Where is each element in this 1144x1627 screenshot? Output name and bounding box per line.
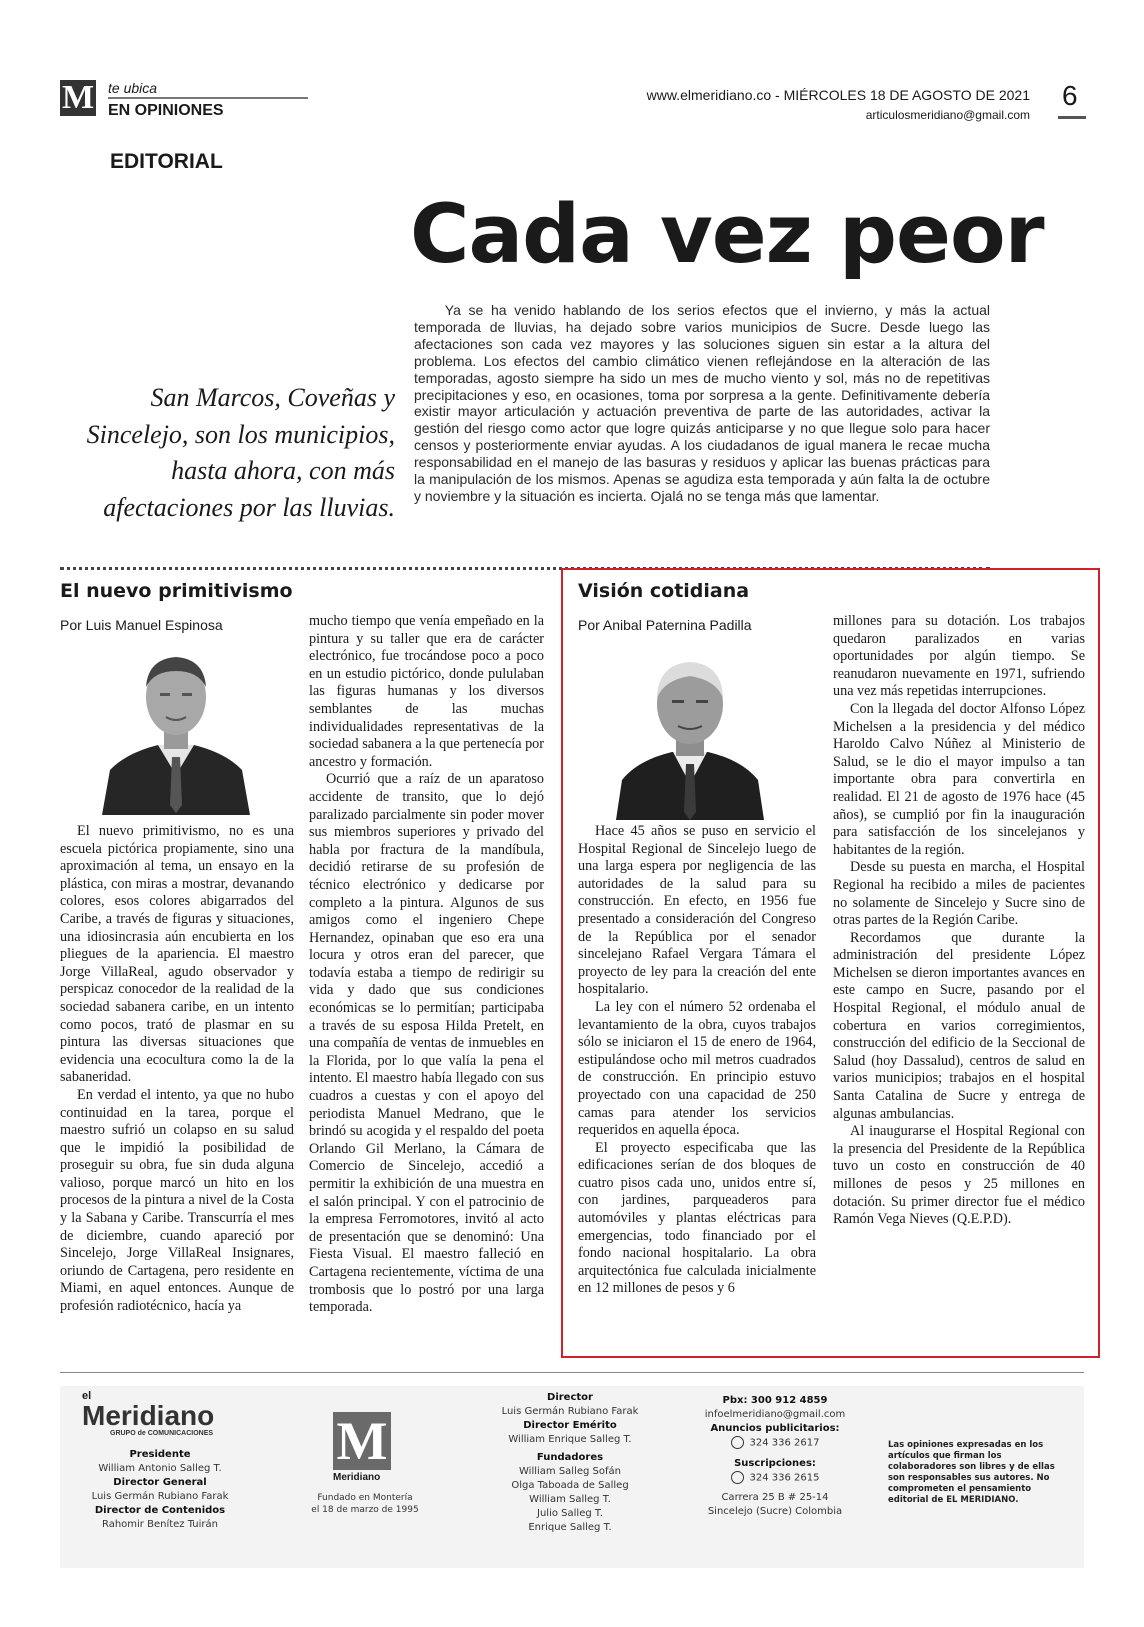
highlight-box [561,568,1100,1358]
paragraph: En verdad el intento, ya que no hubo continuidad en la tarea, porque el maestro sufrió un colapso en su salud que le impidió la posibilidad de proseguir su obra, fue sin duda alguna valioso, porque marcó un hito en los procesos de la pintura a nivel de la Costa y la Sabana y Caribe. Transcurría el mes de diciembre, cuando apareció por Sincelejo, Jorge VillaReal Insignares, oriundo de Cartagena, pero residente en Miami, en aquel entonces. Aunque de profesión radiotécnico, hacía ya [60,1086,294,1315]
suscripciones-phone: 324 336 2615 [749,1472,820,1483]
fundador: Julio Salleg T. [537,1508,603,1519]
editorial-label: EDITORIAL [110,150,223,173]
editorial-paragraph: Ya se ha venido hablando de los serios efectos que el invierno, y más la actual temporada de lluvias, ha dejado sobre varios municipios de Sucre. Desde luego las afectaciones son cada vez mayores y las soluciones siguen sin estar a la altura del problema. Los efectos del cambio climático vienen reflejándose en la alteración de las temporadas, agosto siempre ha sido un mes de mucho viento y sol, más no de repetitivas precipitaciones y eso, en ocasiones, toma por sorpresa a la gente. Definitivamente debería existir mayor articulación y actuación preventiva de parte de las autoridades, activar la gestión del riesgo como actor que logre quizás anticiparse y no que llegue solo para hacer censos y posteriormente enviar ayudas. A los ciudadanos de igual manera le recae mucha responsabilidad en el manejo de las basuras y residuos y aplicar las buenas prácticas para la manipulación de los mismos. Apenas se agudiza esta temporada y aún falta la de octubre y noviembre y la situación es incierta. Ojalá no se tenga más que lamentar. [414,302,990,504]
column2-byline: Por Anibal Paternina Padilla [578,617,752,633]
footer-brand-name: Meridiano [82,1400,215,1431]
director-general-name: Luis Germán Rubiano Farak [91,1491,229,1502]
whatsapp-icon [731,1471,744,1484]
meridiano-logo: M [61,79,95,116]
paragraph: mucho tiempo que venía empeñado en la pintura y su taller que era de carácter electrónico, fue trocándose poco a poco en un estudio pictórico, donde pululaban las figuras humanas y los diversos semblantes de las muchas individualidades representativas de la sociedad sabanera a la que pertenecía por ancestro y formación. [309,613,544,770]
footer-contact [690,1394,860,1519]
footer-directors [470,1391,670,1535]
paragraph: Al inaugurarse el Hospital Regional con la presencia del Presidente de la República tuvo un costo en construcción de 40 millones de pesos y 25 millones en dotación. Su primer director fue el médico Ramón Vega Nieves (Q.E.P.D). [833,1123,1085,1228]
paragraph: Con la llegada del doctor Alfonso López Michelsen a la presidencia y del médico Haroldo Calvo Núñez al Ministerio de Salud, se le dio el mayor impulso a tan importante obra para convertirla en realidad. El 21 de agosto de 1976 hace (45 años), se cumplió por fin la inauguración para satisfacción de los sincelejanos y habitantes de la región. [833,700,1085,858]
fundador: Olga Taboada de Salleg [511,1480,629,1491]
suscripciones-label: Suscripciones: [734,1457,816,1469]
author-photo-espinosa [96,645,256,815]
address-line2: Sincelejo (Sucre) Colombia [707,1506,843,1517]
paragraph: Desde su puesta en marcha, el Hospital Regional ha recibido a miles de pacientes no solamente de Sincelejo y Sucre sino de otras partes de la Región Caribe. [833,859,1085,929]
director-emerito-label: Director Emérito [523,1420,617,1431]
editorial-headline: Cada vez peor [410,188,1044,282]
tagline: te ubica [108,80,158,96]
paragraph: Hace 45 años se puso en servicio el Hospital Regional de Sincelejo luego de una larga espera por negligencia de las autoridades de la salud para su construcción. En efecto, en 1956 fue presentado a consideración del Congreso de la República por el senador sincelejano Rafael Vergara Támara el proyecto de ley para la creación del ente hospitalario. [578,823,816,998]
paragraph: El proyecto especificaba que las edificaciones serían de dos bloques de cuatro pisos cada uno, unidos entre sí, con jardines, parqueaderos para automóviles y plantas eléctricas para emergencias, todo financiado por el fondo nacional hospitalario. La obra arquitectónica fue calculada inicialmente en 12 millones de pesos y 6 [578,1139,816,1297]
disclaimer: Las opiniones expresadas en los artículos que firman los colaboradores son libres y de ellas son responsables sus autores. No comprometen el pensamiento editorial de EL MERIDIANO. [888,1440,1055,1505]
column1-title: El nuevo primitivismo [60,580,293,602]
footer-rule [60,1372,1084,1373]
editorial-body [414,302,990,505]
director-contenidos-label: Director de Contenidos [94,1505,226,1516]
footer-staff [80,1448,240,1532]
fundador: William Salleg Sofán [519,1466,621,1477]
header-email: articulosmeridiano@gmail.com [865,108,1030,122]
paragraph: Recordamos que durante la administración del presidente López Michelsen se dieron importantes avances en este campo en Sucre, pasando por el Hospital Regional, el módulo anual de cobertura en varios corregimientos, construcción del edificio de la Seccional de Salud (hoy Dassalud), centros de salud en varios municipios; trabajos en el hospital Santa Catalina de Sucre y entrega de algunas ambulancias. [833,929,1085,1122]
director-label: Director [547,1392,593,1403]
pullquote: San Marcos, Coveñas y Sincelejo, son los municipios, hasta ahora, con más afectaciones por las lluvias. [86,383,395,522]
column2-title: Visión cotidiana [578,580,750,602]
footer-brand [82,1390,214,1437]
paragraph: La ley con el número 52 ordenaba el levantamiento de la obra, cuyos trabajos sólo se iniciaron el 15 de enero de 1964, estipulándose ocho mil metros cuadrados de construcción. En principio estuvo proyectado con una capacidad de 250 camas para atender los servicios requeridos en aquella época. [578,998,816,1139]
column1-body-left [60,823,294,1316]
director-emerito-name: William Enrique Salleg T. [508,1434,632,1445]
presidente-label: Presidente [129,1449,191,1460]
director-general-label: Director General [113,1477,207,1488]
contact-email: infoelmeridiano@gmail.com [704,1409,846,1420]
fundador: Enrique Salleg T. [528,1522,612,1533]
footer-m-caption: Meridiano [333,1472,381,1483]
footer-brand-sub: GRUPO de COMUNICACIONES [110,1430,214,1437]
paragraph: millones para su dotación. Los trabajos quedaron paralizados en varias oportunidades por algún tiempo. Se reanudaron nuevamente en 1971, sufriendo una vez más repetidas interrupciones. [833,613,1085,700]
footer-brand-small: el [82,1390,92,1402]
paragraph: Ocurrió que a raíz de un aparatoso accidente de transito, que lo dejó paralizado parcialmente sin poder mover sus miembros superiores y privado del habla por fractura de la mandíbula, decidió retirarse de su profesión de técnico electrónico y dedicarse por completo a la pintura. Algunos de sus amigos como el ingeniero Chepe Hernandez, opinaban que eso era una locura y otros eran del parecer, que todavía estaba a tiempo de redirigir su vida y dado que sus condiciones económicas se lo permitían; participaba a través de su esposa Hilda Pretelt, en una compañía de ventas de inmuebles en la Florida, por lo que valía la pena el intento. El maestro había llegado con sus cuadros a cuestas y con el apoyo del periodista Manuel Medrano, que le brindó su acogida y el respaldo del poeta Orlando Gil Merlano, la Cámara de Comercio de Sincelejo, accedió a permitir la exhibición de una muestra en el salón principal. Y con el patrocinio de la empresa Ferromotores, invitó al acto de presentación que se denominó: Una Fiesta Visual. El maestro falleció en Cartagena recientemente, víctima de una trombosis que lo postró por una larga temporada. [309,771,544,1316]
section-name: EN OPINIONES [108,102,224,119]
footer-m-logo: M [333,1412,391,1470]
page-number-rule [1058,116,1086,119]
fundadores-label: Fundadores [536,1452,604,1463]
page-number: 6 [1062,80,1078,111]
tagline-rule [108,97,308,99]
anuncios-phone: 324 336 2617 [749,1437,820,1449]
pbx: Pbx: 300 912 4859 [722,1395,828,1406]
fundador: William Salleg T. [529,1494,611,1505]
paragraph: El nuevo primitivismo, no es una escuela pictórica propiamente, sino una aproximación al tema, un ensayo en la plástica, con miras a mostrar, devanando colores, esos colores abigarrados del Caribe, a través de figuras y situaciones, una idiosincrasia aún encubierta en los pliegues de la apariencia. El maestro Jorge VillaReal, agudo observador y perspicaz conocedor de la realidad de la sociedad sabanera caribe, en un intento como pocos, trató de plasmar en su pintura las diversas situaciones que evidencia una ecocultura como la de la sabaneridad. [60,823,294,1086]
column1-byline: Por Luis Manuel Espinosa [60,617,223,633]
presidente-name: William Antonio Salleg T. [98,1463,222,1474]
whatsapp-icon [731,1436,744,1449]
column1-body-right [309,613,544,1317]
dateline: www.elmeridiano.co - MIÉRCOLES 18 DE AGOSTO DE 2021 [646,87,1030,103]
anuncios-label: Anuncios publicitarios: [710,1423,840,1434]
address-line1: Carrera 25 B # 25-14 [721,1492,829,1503]
director-name: Luis Germán Rubiano Farak [501,1406,639,1417]
founded-note: Fundado en Montería el 18 de marzo de 1995 [311,1493,419,1515]
director-contenidos-name: Rahomir Benítez Tuirán [101,1519,219,1530]
